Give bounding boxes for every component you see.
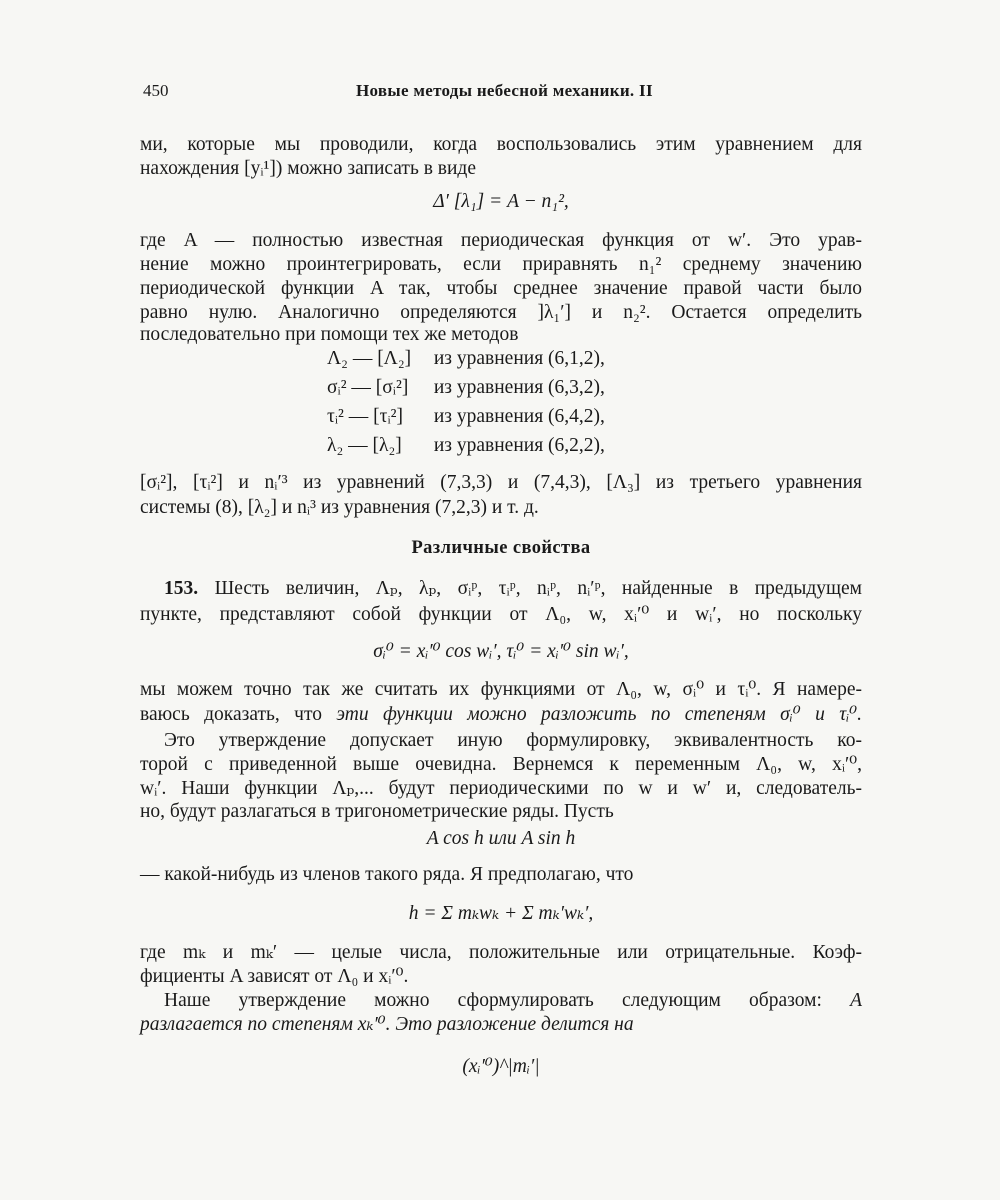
italic-statement: A xyxy=(850,990,862,1011)
equation-rhs: из уравнения (6,4,2), xyxy=(433,406,605,427)
text-span: Наше утверждение можно сформулировать следующим образом: xyxy=(164,990,822,1011)
text-line: wᵢ′. Наши функции Λₚ,... будут периодическими по w и w′ и, следователь- xyxy=(140,778,862,799)
equation-lhs: σᵢ² — [σᵢ²] xyxy=(327,377,409,398)
section-number: 153. xyxy=(164,578,199,599)
equation-row xyxy=(327,434,687,458)
text-line: нахождения [yᵢ¹]) можно записать в виде xyxy=(140,158,477,179)
equation-sigma-tau: σᵢ⁰ = xᵢ′⁰ cos wᵢ′, τᵢ⁰ = xᵢ′⁰ sin wᵢ′, xyxy=(373,641,629,662)
italic-statement: эти функции можно разложить по степеням σᵢ⁰ и τᵢ⁰. xyxy=(336,704,862,725)
page-header xyxy=(143,76,863,106)
text-span: Шесть величин, Λₚ, λₚ, σᵢᵖ, τᵢᵖ, nᵢᵖ, nᵢ′ᵖ, найденные в предыдущем xyxy=(214,578,863,599)
text-line: мы можем точно так же считать их функциями от Λ₀, w, σᵢ⁰ и τᵢ⁰. Я намере- xyxy=(140,679,862,700)
equation-lhs: λ₂ — [λ₂] xyxy=(327,435,402,456)
text-line xyxy=(140,577,862,601)
text-line: — какой-нибудь из членов такого ряда. Я предполагаю, что xyxy=(140,864,634,885)
equation-rhs: из уравнения (6,2,2), xyxy=(433,435,605,456)
text-span: ваюсь доказать, что xyxy=(140,704,323,725)
text-line xyxy=(140,703,862,727)
text-line: нение можно проинтегрировать, если приравнять n₁² среднему значению xyxy=(140,254,862,275)
text-line: где A — полностью известная периодическая функция от w′. Это урав- xyxy=(140,230,862,251)
text-line: Это утверждение допускает иную формулировку, эквивалентность ко- xyxy=(164,730,862,751)
text-line xyxy=(140,989,862,1013)
equation-row xyxy=(327,347,687,371)
equation-list xyxy=(327,347,687,458)
text-line: равно нулю. Аналогично определяются ]λ₁′] и n₂². Остается определить xyxy=(140,302,862,323)
equation-lhs: Λ₂ — [Λ₂] xyxy=(327,348,412,369)
section-heading: Различные свойства xyxy=(411,538,591,558)
page-number: 450 xyxy=(143,81,169,100)
text-line: системы (8), [λ₂] и nᵢ³ из уравнения (7,2,3) и т. д. xyxy=(140,497,539,518)
equation-rhs: из уравнения (6,1,2), xyxy=(433,348,605,369)
equation-h-sum: h = Σ mₖwₖ + Σ mₖ′wₖ′, xyxy=(408,903,594,924)
text-line: пункте, представляют собой функции от Λ₀, w, xᵢ′⁰ и wᵢ′, но поскольку xyxy=(140,604,862,625)
running-title: Новые методы небесной механики. II xyxy=(356,81,653,100)
text-line: фициенты A зависят от Λ₀ и xᵢ′⁰. xyxy=(140,966,409,987)
equation-lhs: τᵢ² — [τᵢ²] xyxy=(327,406,403,427)
text-line: но, будут разлагаться в тригонометрические ряды. Пусть xyxy=(140,801,614,822)
equation-row xyxy=(327,376,687,400)
equation-power: (xᵢ′⁰)^|mᵢ′| xyxy=(462,1056,540,1077)
equation-row xyxy=(327,405,687,429)
text-line: торой с приведенной выше очевидна. Вернемся к переменным Λ₀, w, xᵢ′⁰, xyxy=(140,754,862,775)
text-line: [σᵢ²], [τᵢ²] и nᵢ′³ из уравнений (7,3,3) и (7,4,3), [Λ₃] из третьего уравнения xyxy=(140,472,862,493)
text-line: последовательно при помощи тех же методов xyxy=(140,324,519,345)
text-line: где mₖ и mₖ′ — целые числа, положительные или отрицательные. Коэф- xyxy=(140,942,862,963)
text-line: периодической функции A так, чтобы среднее значение правой части было xyxy=(140,278,862,299)
equation-rhs: из уравнения (6,3,2), xyxy=(433,377,605,398)
equation-trig-term: A cos h или A sin h xyxy=(426,828,576,849)
equation-delta-lambda: Δ′ [λ₁] = A − n₁², xyxy=(433,191,569,212)
text-line: ми, которые мы проводили, когда воспользовались этим уравнением для xyxy=(140,134,862,155)
text-line: разлагается по степеням xₖ′⁰. Это разложение делится на xyxy=(140,1014,634,1035)
